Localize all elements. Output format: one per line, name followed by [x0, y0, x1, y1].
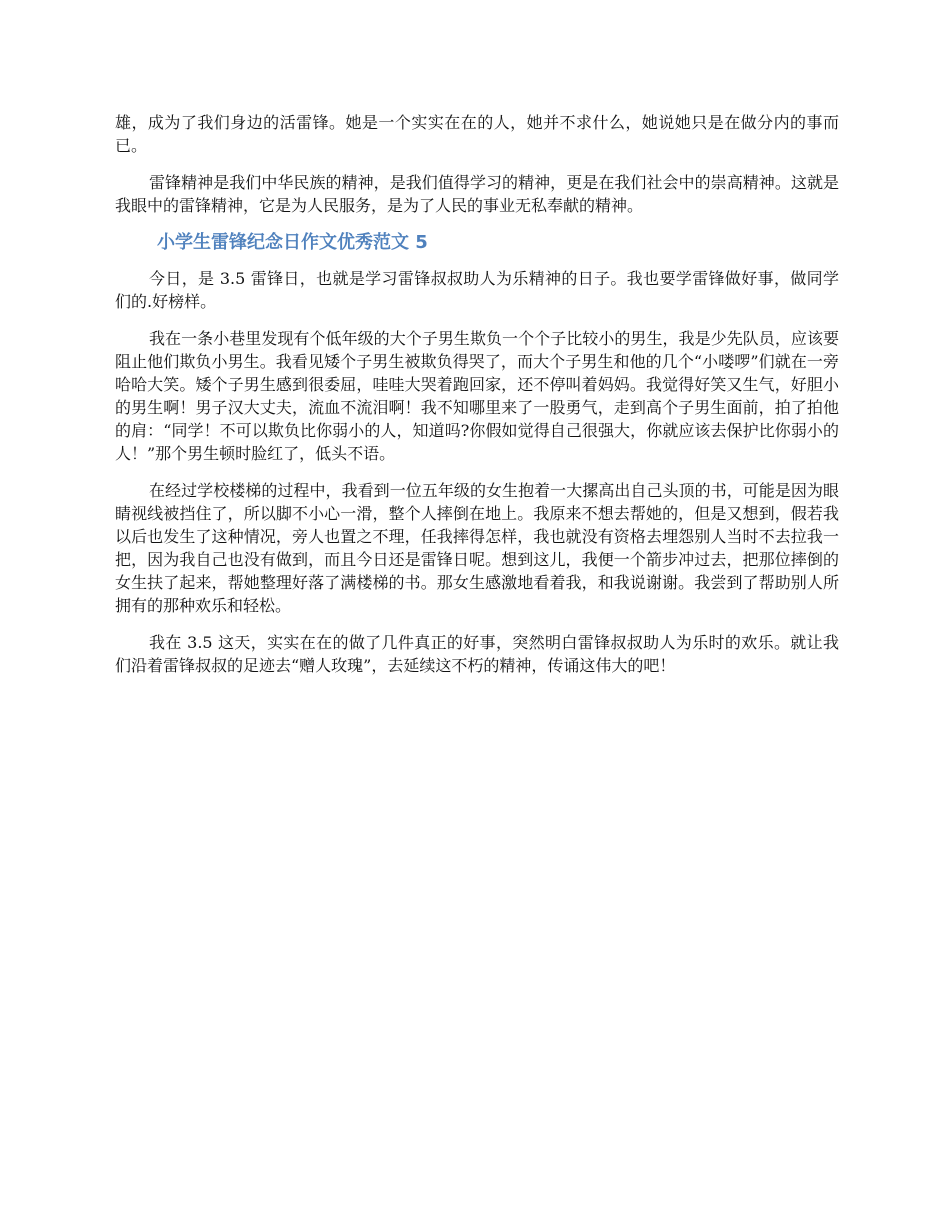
paragraph-lei-feng-spirit: 雷锋精神是我们中华民族的精神，是我们值得学习的精神，更是在我们社会中的崇高精神。这就是我眼中的雷锋精神，它是为人民服务，是为了人民的事业无私奉献的精神。 — [115, 173, 839, 215]
paragraph-continuation: 雄，成为了我们身边的活雷锋。她是一个实实在在的人，她并不求什么，她说她只是在做分内的事而已。 — [115, 113, 839, 155]
section-heading: 小学生雷锋纪念日作文优秀范文 5 — [157, 232, 428, 253]
paragraph-intro: 今日，是 3.5 雷锋日，也就是学习雷锋叔叔助人为乐精神的日子。我也要学雷锋做好事，做同学们的.好榜样。 — [115, 269, 839, 311]
document-page — [115, 111, 839, 691]
paragraph-conclusion: 我在 3.5 这天，实实在在的做了几件真正的好事，突然明白雷锋叔叔助人为乐时的欢乐。就让我们沿着雷锋叔叔的足迹去“赠人玫瑰”，去延续这不朽的精神，传诵这伟大的吧！ — [115, 633, 839, 675]
paragraph-stairs-story: 在经过学校楼梯的过程中，我看到一位五年级的女生抱着一大摞高出自己头顶的书，可能是因为眼睛视线被挡住了，所以脚不小心一滑，整个人摔倒在地上。我原来不想去帮她的，但是又想到，假若我以后也发生了这种情况，旁人也置之不理，任我摔得怎样，我也就没有资格去埋怨别人当时不去拉我一把，因为我自己也没有做到，而且今日还是雷锋日呢。想到这儿，我便一个箭步冲过去，把那位摔倒的女生扶了起来，帮她整理好落了满楼梯的书。那女生感激地看着我，和我说谢谢。我尝到了帮助别人所拥有的那种欢乐和轻松。 — [115, 481, 839, 615]
paragraph-alley-story: 我在一条小巷里发现有个低年级的大个子男生欺负一个个子比较小的男生，我是少先队员，应该要阻止他们欺负小男生。我看见矮个子男生被欺负得哭了，而大个子男生和他的几个“小喽啰”们就在一旁哈哈大笑。矮个子男生感到很委屈，哇哇大哭着跑回家，还不停叫着妈妈。我觉得好笑又生气，好胆小的男生啊！男子汉大丈夫，流血不流泪啊！我不知哪里来了一股勇气，走到高个子男生面前，拍了拍他的肩：“同学！不可以欺负比你弱小的人，知道吗?你假如觉得自己很强大，你就应该去保护比你弱小的人！”那个男生顿时脸红了，低头不语。 — [115, 329, 839, 463]
